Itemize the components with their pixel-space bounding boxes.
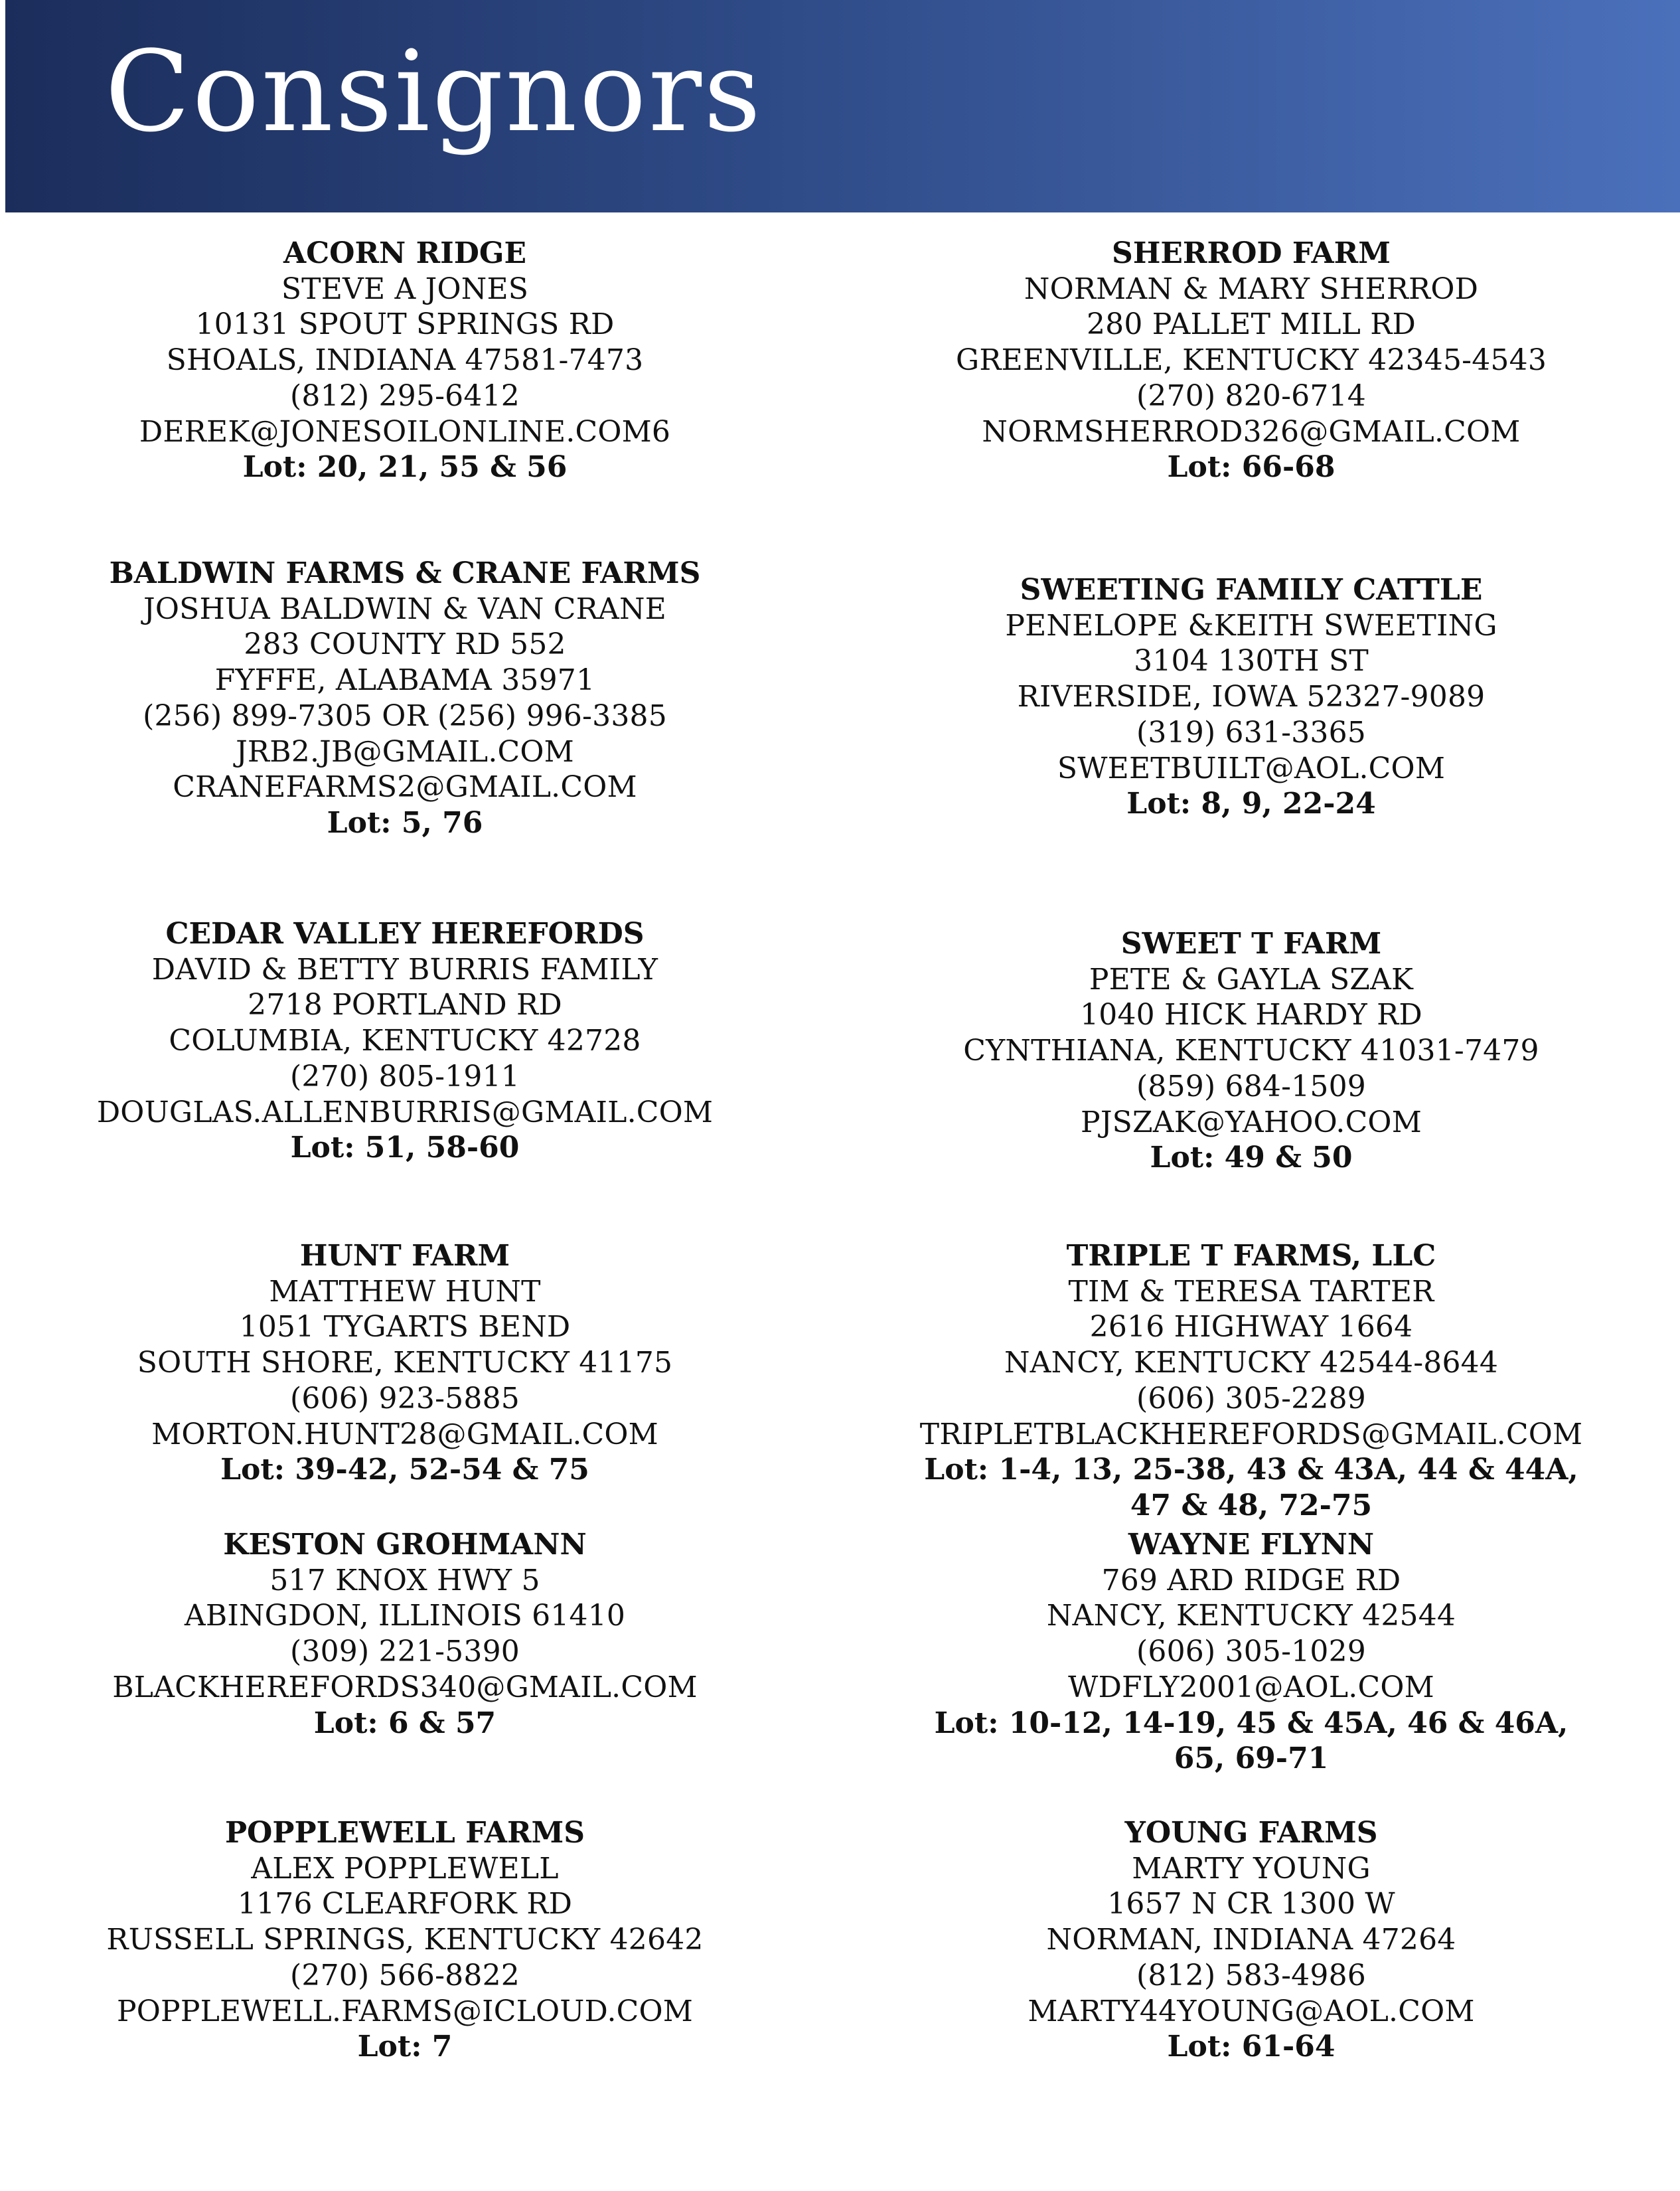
consignor-name: CEDAR VALLEY HEREFORDS [165,917,645,951]
consignor-name: WAYNE FLYNN [1128,1528,1375,1562]
consignor-detail-line: (606) 923-5885 [290,1381,520,1416]
consignor-detail-line: PENELOPE &KEITH SWEETING [1005,608,1497,643]
consignor-entry [0,916,810,1166]
consignor-detail-line: (319) 631-3365 [1136,715,1366,750]
consignor-lot-numbers: Lot: 8, 9, 22-24 [1126,787,1376,821]
consignor-detail-line: NANCY, KENTUCKY 42544 [1046,1599,1456,1633]
consignor-detail-line: 3104 130TH ST [1134,644,1369,679]
consignor-detail-line: 769 ARD RIDGE RD [1101,1563,1401,1597]
consignor-detail-line: 10131 SPOUT SPRINGS RD [195,307,615,342]
consignor-detail-line: MORTON.HUNT28@GMAIL.COM [151,1417,658,1451]
consignor-detail-line: FYFFE, ALABAMA 35971 [214,663,595,698]
consignor-name: SWEET T FARM [1120,927,1382,961]
consignor-detail-line: DAVID & BETTY BURRIS FAMILY [151,952,658,987]
consignor-detail-line: (859) 684-1509 [1136,1069,1366,1103]
consignor-detail-line: NORMAN, INDIANA 47264 [1046,1923,1456,1957]
consignor-detail-line: (309) 221-5390 [290,1635,520,1669]
consignor-detail-line: CYNTHIANA, KENTUCKY 41031-7479 [963,1034,1539,1068]
consignor-detail-line: CRANEFARMS2@GMAIL.COM [173,770,637,805]
consignor-detail-line: DEREK@JONESOILONLINE.COM6 [139,414,671,449]
consignor-detail-line: GREENVILLE, KENTUCKY 42345-4543 [955,343,1547,378]
consignor-entry [846,1815,1656,2065]
consignor-detail-line: SHOALS, INDIANA 47581-7473 [166,343,644,378]
consignor-lot-numbers: Lot: 1-4, 13, 25-38, 43 & 43A, 44 & 44A, [924,1453,1578,1487]
consignor-detail-line: ABINGDON, ILLINOIS 61410 [184,1599,626,1633]
consignor-entry [846,236,1656,485]
page-title: Consignors [105,27,763,157]
consignor-lot-numbers: 47 & 48, 72-75 [1130,1488,1373,1522]
consignor-entry [846,572,1656,822]
consignor-detail-line: BLACKHEREFORDS340@GMAIL.COM [112,1670,698,1704]
consignor-lot-numbers: Lot: 51, 58-60 [290,1131,520,1165]
consignor-name: ACORN RIDGE [283,236,526,270]
consignor-entry [0,1238,810,1488]
consignor-lot-numbers: Lot: 39-42, 52-54 & 75 [220,1453,589,1487]
consignor-detail-line: POPPLEWELL.FARMS@ICLOUD.COM [116,1994,694,2028]
consignor-detail-line: (812) 295-6412 [290,378,520,413]
consignor-detail-line: 1176 CLEARFORK RD [237,1887,573,1921]
consignor-entry [0,1815,810,2065]
consignor-detail-line: 1040 HICK HARDY RD [1080,998,1422,1032]
consignor-detail-line: 280 PALLET MILL RD [1086,307,1416,342]
consignor-name: POPPLEWELL FARMS [224,1816,585,1850]
consignor-detail-line: (606) 305-2289 [1136,1381,1366,1416]
consignor-detail-line: MATTHEW HUNT [269,1274,541,1309]
consignor-lot-numbers: Lot: 49 & 50 [1150,1141,1353,1175]
consignor-entry [0,236,810,485]
consignor-detail-line: JRB2.JB@GMAIL.COM [236,734,574,769]
consignor-detail-line: 2718 PORTLAND RD [248,988,562,1022]
consignor-detail-line: PJSZAK@YAHOO.COM [1081,1105,1422,1139]
consignor-detail-line: TIM & TERESA TARTER [1068,1274,1434,1309]
consignor-detail-line: PETE & GAYLA SZAK [1089,962,1414,997]
consignor-lot-numbers: Lot: 5, 76 [327,805,483,840]
consignor-lot-numbers: Lot: 6 & 57 [313,1706,496,1740]
consignor-entry [846,926,1656,1176]
consignor-detail-line: 2616 HIGHWAY 1664 [1089,1310,1413,1344]
consignor-detail-line: (606) 305-1029 [1136,1635,1366,1669]
consignor-name: HUNT FARM [299,1239,510,1273]
consignor-lot-numbers: Lot: 66-68 [1167,450,1336,485]
consignor-name: SHERROD FARM [1112,236,1391,270]
consignor-name: YOUNG FARMS [1124,1816,1378,1850]
consignor-detail-line: 1657 N CR 1300 W [1107,1887,1395,1921]
consignor-lot-numbers: Lot: 10-12, 14-19, 45 & 45A, 46 & 46A, [934,1706,1568,1740]
consignor-detail-line: 517 KNOX HWY 5 [269,1563,540,1597]
consignor-detail-line: NORMAN & MARY SHERROD [1024,272,1479,306]
consignor-detail-line: JOSHUA BALDWIN & VAN CRANE [143,592,666,626]
consignor-detail-line: 1051 TYGARTS BEND [239,1310,571,1344]
consignor-detail-line: MARTY44YOUNG@AOL.COM [1028,1994,1475,2028]
consignor-detail-line: (812) 583-4986 [1136,1958,1366,1992]
consignor-detail-line: COLUMBIA, KENTUCKY 42728 [169,1024,641,1058]
consignor-detail-line: 283 COUNTY RD 552 [244,627,566,662]
consignor-detail-line: RIVERSIDE, IOWA 52327-9089 [1017,680,1486,714]
consignor-detail-line: DOUGLAS.ALLENBURRIS@GMAIL.COM [96,1095,714,1129]
consignor-entry [0,556,810,841]
consignor-detail-line: SWEETBUILT@AOL.COM [1057,751,1446,785]
consignor-lot-numbers: Lot: 7 [357,2030,453,2064]
header-banner [5,0,1680,212]
consignor-detail-line: (270) 566-8822 [290,1958,520,1992]
consignor-lot-numbers: 65, 69-71 [1174,1742,1329,1776]
consignor-lot-numbers: Lot: 20, 21, 55 & 56 [242,450,568,485]
consignor-detail-line: NANCY, KENTUCKY 42544-8644 [1004,1346,1499,1380]
consignor-name: TRIPLE T FARMS, LLC [1066,1239,1436,1273]
consignor-entry [0,1527,810,1741]
consignor-entry [846,1238,1656,1524]
consignor-detail-line: NORMSHERROD326@GMAIL.COM [982,414,1521,449]
consignor-detail-line: RUSSELL SPRINGS, KENTUCKY 42642 [106,1923,704,1957]
consignor-detail-line: (256) 899-7305 OR (256) 996-3385 [143,698,667,733]
consignor-lot-numbers: Lot: 61-64 [1167,2030,1336,2064]
consignor-entry [846,1527,1656,1777]
consignor-detail-line: (270) 805-1911 [290,1059,520,1094]
consignor-detail-line: TRIPLETBLACKHEREFORDS@GMAIL.COM [919,1417,1583,1451]
consignor-detail-line: SOUTH SHORE, KENTUCKY 41175 [137,1346,673,1380]
consignor-name: KESTON GROHMANN [223,1528,587,1562]
consignor-detail-line: (270) 820-6714 [1136,378,1366,413]
consignor-detail-line: ALEX POPPLEWELL [251,1851,559,1886]
consignor-name: SWEETING FAMILY CATTLE [1020,573,1483,607]
consignor-detail-line: MARTY YOUNG [1132,1851,1371,1886]
consignor-detail-line: WDFLY2001@AOL.COM [1068,1670,1434,1704]
consignor-name: BALDWIN FARMS & CRANE FARMS [109,556,701,590]
consignor-detail-line: STEVE A JONES [281,272,529,306]
